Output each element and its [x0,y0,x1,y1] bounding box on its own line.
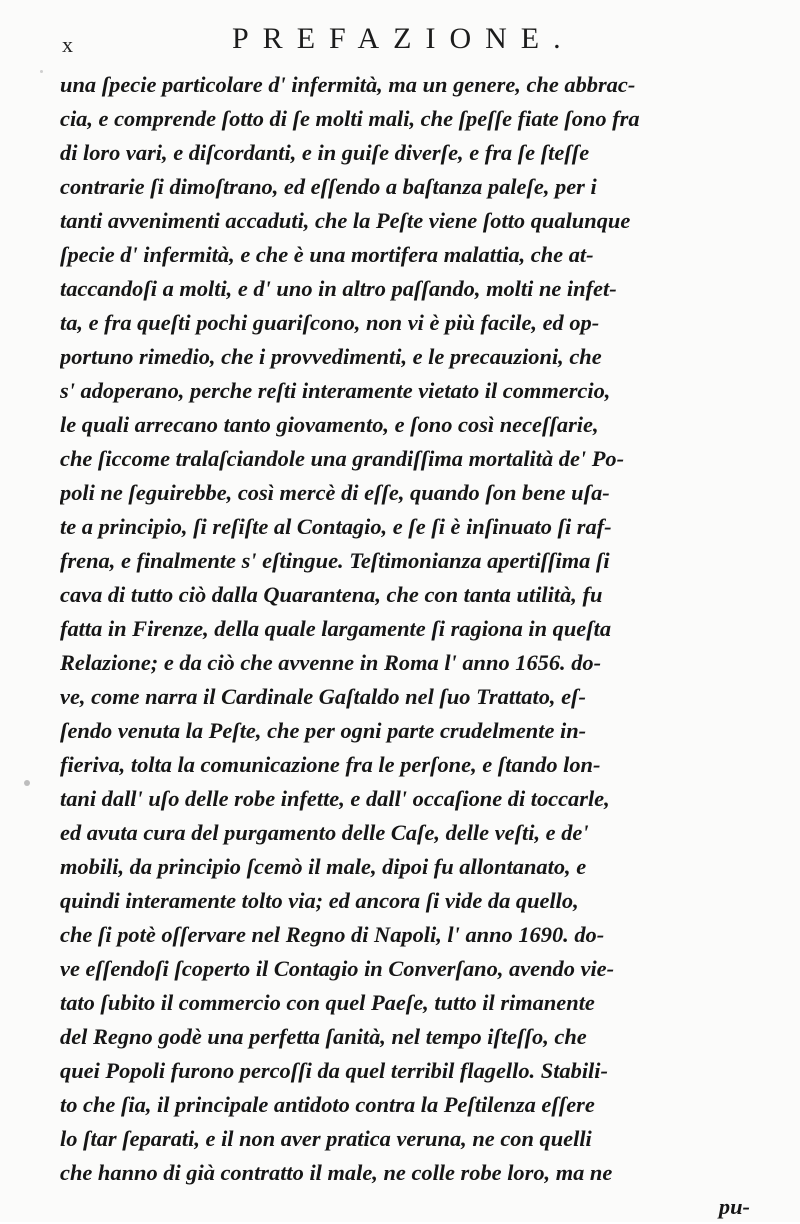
text-line: poli ne ſeguirebbe, così mercè di eſſe, quando ſon bene uſa- [60,480,610,505]
text-line: quindi interamente tolto via; ed ancora ſi vide da quello, [60,888,579,913]
text-line: contrarie ſi dimoſtrano, ed eſſendo a baſtanza paleſe, per i [60,174,597,199]
text-line: fatta in Firenze, della quale largamente ſi ragiona in queſta [60,616,612,641]
text-line: ta, e fra queſti pochi guariſcono, non vi è più facile, ed op- [60,310,600,335]
text-line: che hanno di già contratto il male, ne colle robe loro, ma ne [60,1160,613,1185]
text-line: una ſpecie particolare d' infermità, ma un genere, che abbrac- [60,72,636,97]
text-line: mobili, da principio ſcemò il male, dipoi fu allontanato, e [60,854,587,879]
text-line: lo ſtar ſeparati, e il non aver pratica veruna, ne con quelli [60,1126,592,1151]
catchword: pu- [718,1194,750,1219]
paper-speck [40,70,43,73]
text-line: Relazione; e da ciò che avvenne in Roma l' anno 1656. do- [60,650,602,675]
page-header [0,22,800,62]
text-line: tani dall' uſo delle robe infette, e dall' occaſione di toccarle, [60,786,610,811]
text-line: frena, e finalmente s' eſtingue. Teſtimonianza apertiſſima ſi [60,548,610,573]
text-line: taccandoſi a molti, e d' uno in altro paſſando, molti ne infet- [60,276,617,301]
text-line: le quali arrecano tanto giovamento, e ſono così neceſſarie, [60,412,599,437]
text-line: cia, e comprende ſotto di ſe molti mali, che ſpeſſe fiate ſono fra [60,106,640,131]
paper-speck [24,780,30,786]
text-line: che ſiccome tralaſciandole una grandiſſima mortalità de' Po- [60,446,625,471]
text-line: di loro vari, e diſcordanti, e in guiſe diverſe, e fra ſe ſteſſe [60,140,590,165]
text-line: del Regno godè una perfetta ſanità, nel tempo iſteſſo, che [60,1024,587,1049]
text-line: ſendo venuta la Peſte, che per ogni parte crudelmente in- [60,718,587,743]
text-line: te a principio, ſi reſiſte al Contagio, e ſe ſi è inſinuato ſi raf- [60,514,612,539]
text-line: fieriva, tolta la comunicazione fra le perſone, e ſtando lon- [60,752,601,777]
text-line: portuno rimedio, che i provvedimenti, e le precauzioni, che [60,344,602,369]
text-line: ſpecie d' infermità, e che è una mortifera malattia, che at- [60,242,594,267]
text-line: che ſi potè oſſervare nel Regno di Napoli, l' anno 1690. do- [60,922,605,947]
text-line: tanti avvenimenti accaduti, che la Peſte viene ſotto qualunque [60,208,631,233]
body-text [60,68,750,1224]
text-line: cava di tutto ciò dalla Quarantena, che con tanta utilità, fu [60,582,603,607]
text-line: quei Popoli furono percoſſi da quel terribil flagello. Stabili- [60,1058,608,1083]
page-number: x [62,32,73,57]
text-line: ve, come narra il Cardinale Gaſtaldo nel ſuo Trattato, eſ- [60,684,586,709]
text-line: tato ſubito il commercio con quel Paeſe, tutto il rimanente [60,990,595,1015]
text-line: ed avuta cura del purgamento delle Caſe, delle veſti, e de' [60,820,589,845]
text-line: to che ſia, il principale antidoto contra la Peſtilenza eſſere [60,1092,595,1117]
running-title: PREFAZIONE. [232,22,575,55]
text-line: ve eſſendoſi ſcoperto il Contagio in Converſano, avendo vie- [60,956,615,981]
text-line: s' adoperano, perche reſti interamente vietato il commercio, [60,378,611,403]
